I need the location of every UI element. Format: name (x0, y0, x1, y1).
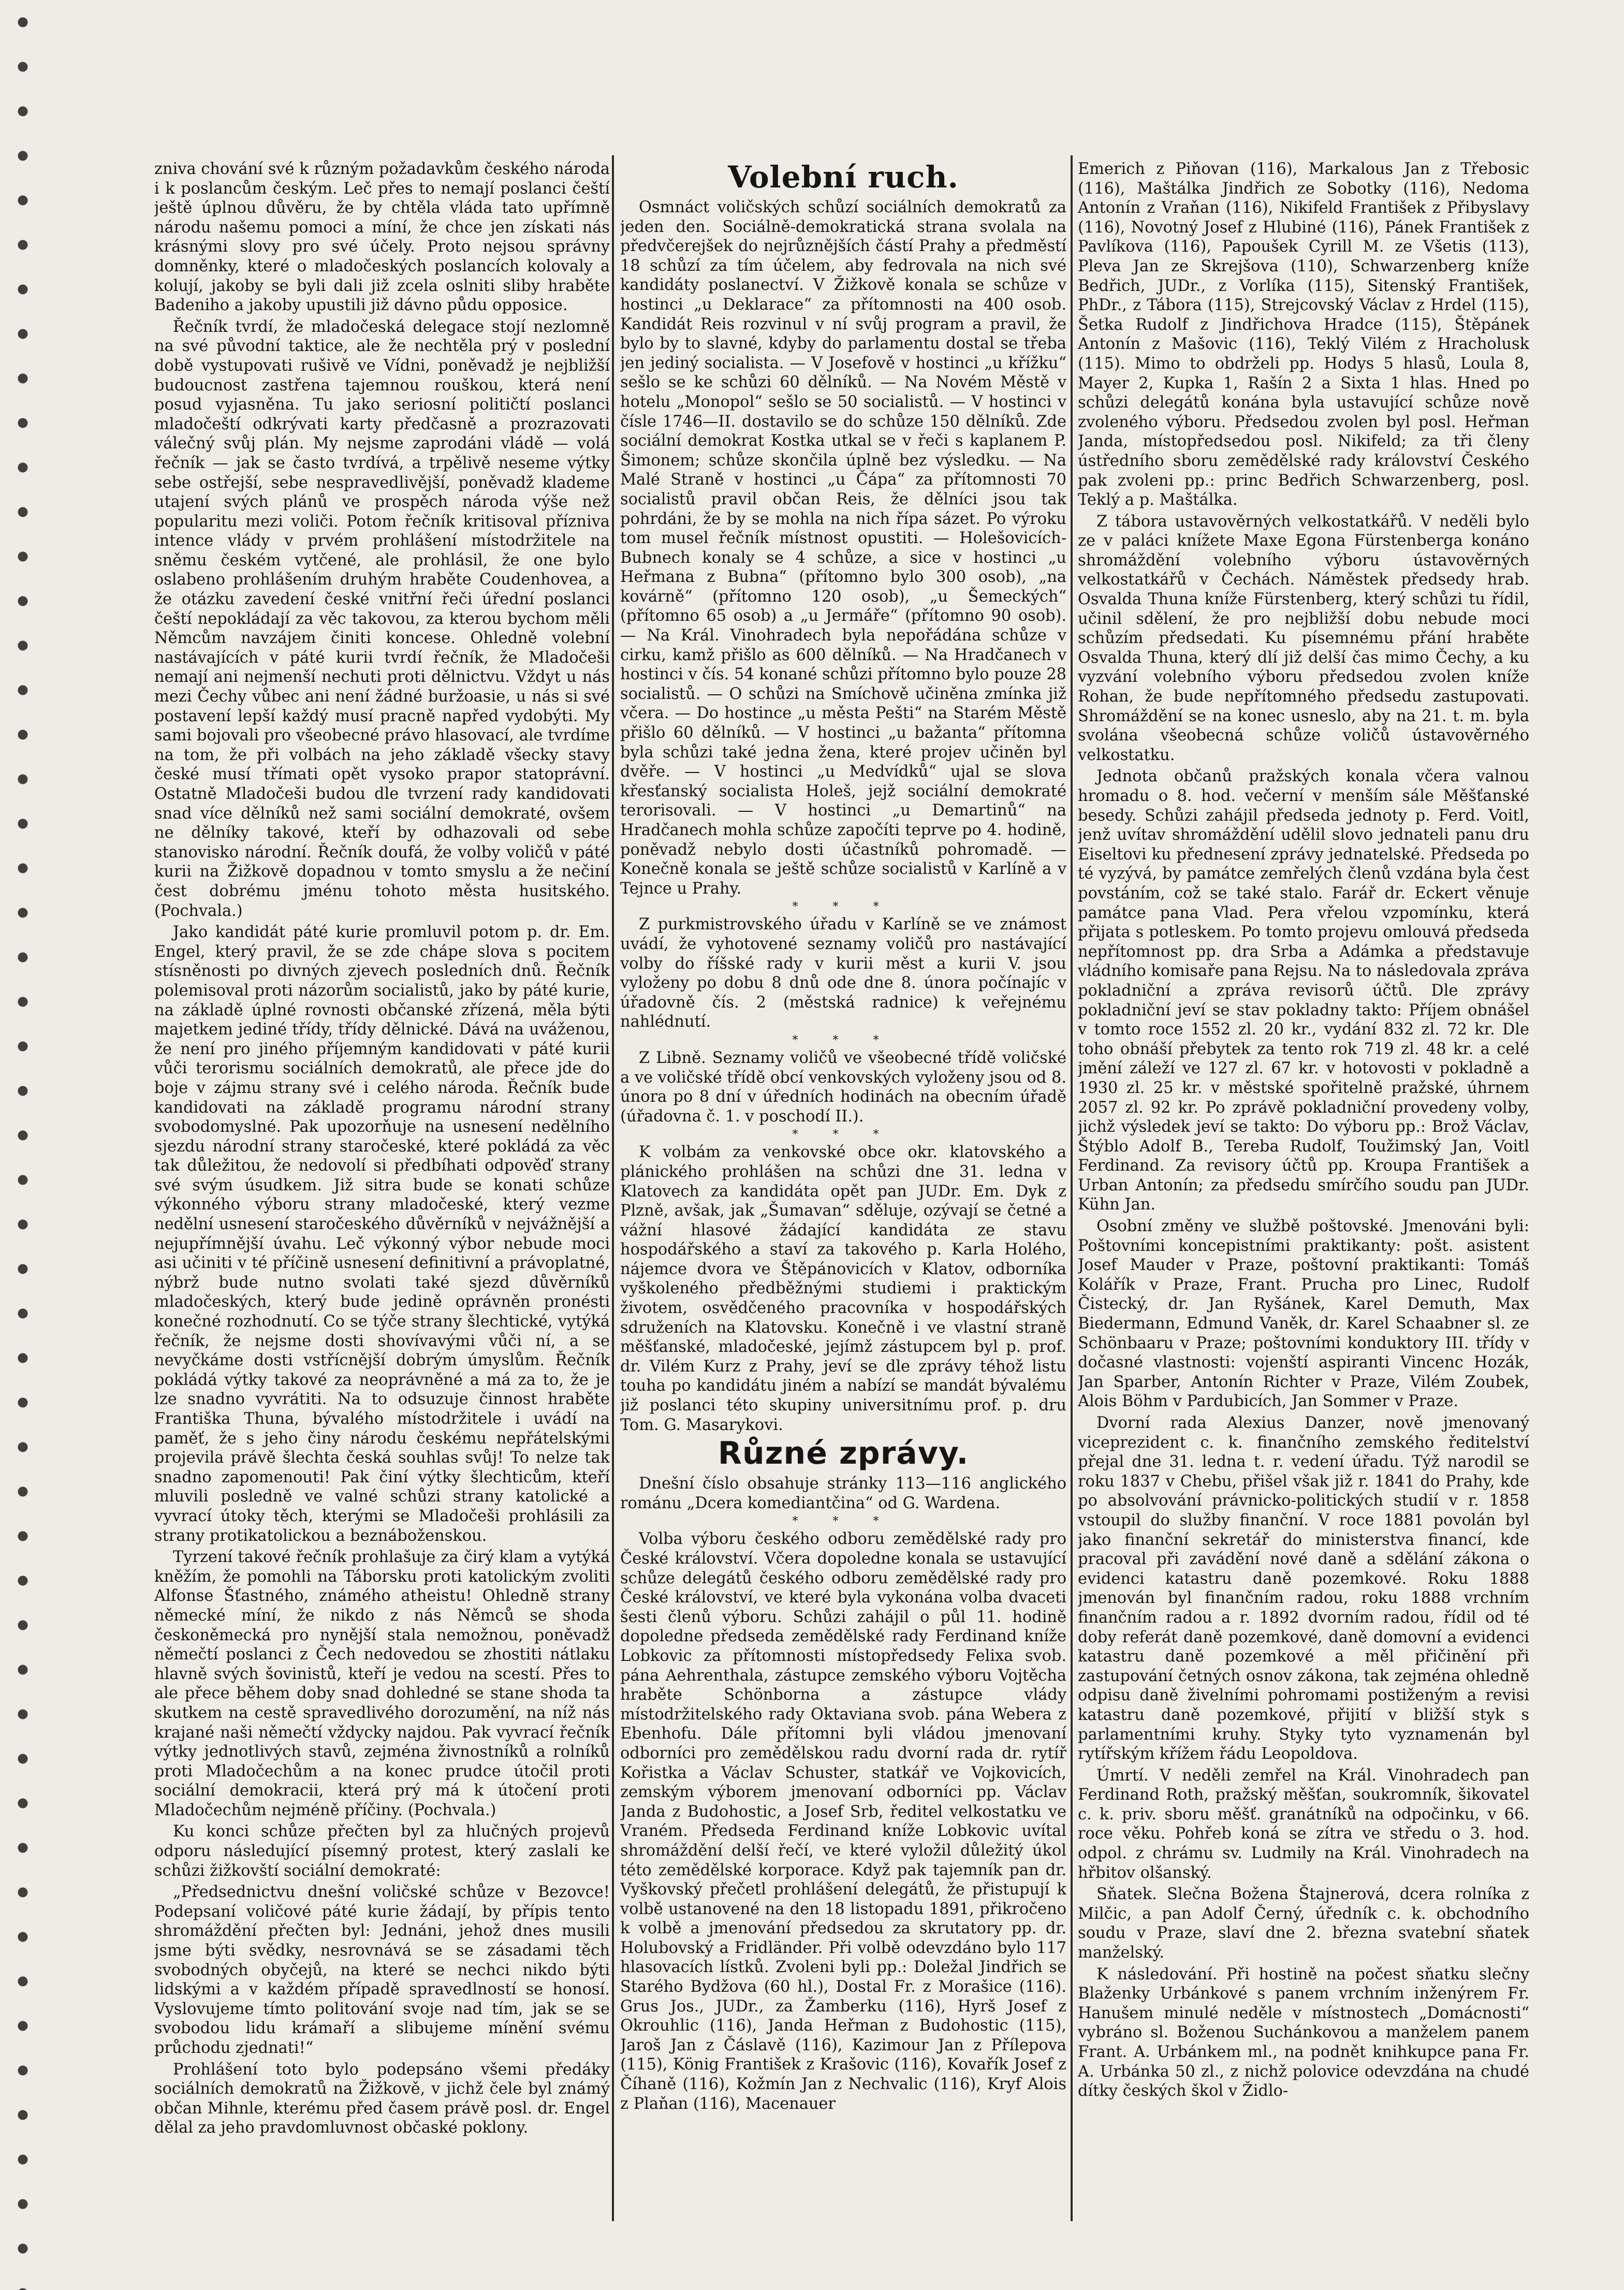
col1-paragraph: Prohlášení toto bylo podepsáno všemi předáky sociálních demokratů na Žižkově, v jichž čele byl známý občan Mihnle, kterému před časem právě posl. dr. Engel dělal za jeho pravdomluvnost občaské poklony. (154, 2060, 610, 2137)
separator-stars: * * * (792, 1033, 895, 1047)
col3-paragraph: K následování. Při hostině na počest sňatku slečny Blaženky Urbánkové s panem vrchním inženýrem Fr. Hanušem minulé neděle v místnostech „Domácnosti“ vybráno sl. Boženou Suchánkovou a manželem panem Frant. A. Urbánkem ml., na podnět knihkupce pana Fr. A. Urbánka 50 zl., z nichž polovice odevzdána na chudé dítky českých škol v Židlo- (1078, 1965, 1529, 2101)
col3-paragraph: Emerich z Piňovan (116), Markalous Jan z Třebosic (116), Maštálka Jindřich ze Sobotky (116), Nedoma Antonín z Vraňan (116), Nikifeld František z Přibyslavy (116), Novotný Josef z Hlubiné (116), Pánek František z Pavlíkova (116), Papoušek Cyrill M. ze Všetis (113), Pleva Jan ze Skrejšova (110), Schwarzenberg kníže Bedřich, JUDr., z Vorlíka (115), Sitenský František, PhDr., z Tábora (115), Strejcovský Václav z Hrdel (115), Šetka Rudolf z Jindřichova Hradce (115), Štěpánek Antonín z Mašovic (116), Teklý Vilém z Hracholusk (115). Mimo to obdrželi pp. Hodys 5 hlasů, Loula 8, Mayer 2, Kupka 1, Rašín 2 a Sixta 1 hlas. Hned po schůzi delegátů konána byla ustavující schůze nově zvoleného výboru. Předsedou zvolen byl posl. Heřman Janda, místopředsedou posl. Nikifeld; za tři členy ústředního sboru zemědělské rady království Českého pak zvoleni pp.: princ Bedřich Schwarzenberg, posl. Teklý a p. Maštálka. (1078, 160, 1529, 509)
column-divider-2 (1071, 155, 1073, 2221)
col2-paragraph: K volbám za venkovské obce okr. klatovského a plánického prohlášen na schůzi dne 31. ledna v Klatovech za kandidáta opět pan JUDr. Em. Dyk z Plzně, avšak, jak „Šumavan“ sděluje, ozývají se četné a vážní hlasové žádající kandidáta ze stavu hospodářského a staví za takového p. Karla Holého, nájemce dvora ve Štěpánovicích v Klatov, odborníka vyškoleného předběžnými studiemi i praktickým životem, osvědčeného pracovníka v hospodářských sdruženích na Klatovsku. Konečně i ve vlastní straně měšťanské, mladočeské, jejímž zástupcem byl p. prof. dr. Vilém Kurz z Prahy, jeví se dle zprávy téhož listu touha po kandidátu jiném a nabízí se mandát bývalému již poslanci této skupiny universitnímu prof. p. dru Tom. G. Masarykovi. (620, 1143, 1066, 1434)
col3-paragraph: Jednota občanů pražských konala včera valnou hromadu o 8. hod. večerní v menším sále Měšťanské besedy. Schůzi zahájil předseda jednoty p. Ferd. Voitl, jenž uvítav shromáždění udělil slovo jednateli panu dru Eiseltovi ku přednesení zprávy jednatelské. Předseda po té vyzývá, by památce zemřelých členů vzdána byla čest povstáním, což se také stalo. Farář dr. Eckert věnuje památce pana Vlad. Pera vřelou vzpomínku, která přijata s potleskem. Po tomto projevu omlouvá předseda nepřítomnost pp. dra Srba a Adámka a představuje vládního komisaře pana Rejsu. Na to následovala zpráva pokladniční a zpráva revisorů účtů. Dle zprávy pokladniční jeví se stav pokladny takto: Příjem obnášel v tomto roce 1552 zl. 20 kr., vydání 832 zl. 72 kr. Dle toho obnáší přebytek za tento rok 719 zl. 48 kr. a celé jmění záleží ve 127 zl. 67 kr. v hotovosti v pokladně a 1930 zl. 25 kr. v městské spořitelně pražské, úhrnem 2057 zl. 92 kr. Po zprávě pokladniční provedeny volby, jichž výsledek jeví se takto: Do výboru pp.: Brož Václav, Štýblo Adolf B., Tereba Rudolf, Toužimský Jan, Voitl Ferdinand. Za revisory účtů pp. Kroupa František a Urban Antonín; za předsedu smírčího soudu pan JUDr. Kühn Jan. (1078, 767, 1529, 1214)
col1-paragraph: Jako kandidát páté kurie promluvil potom p. dr. Em. Engel, který pravil, že se zde chápe slova s pocitem stísněnosti po divných zjevech posledních dnů. Řečník polemisoval proti názorům socialistů, jako by páté kurie, na základě úplné rovnosti občanské zřízená, měla býti majetkem jediné třídy, třídy dělnické. Dává na uváženou, že není pro jiného příjemným kandidovati v páté kurii vůči terorismu sociálních demokratů, ale přece jde do boje v zájmu strany své i celého národa. Řečník bude kandidovati na základě programu národní strany svobodomyslné. Pak upozorňuje na usnesení nedělního sjezdu národní strany staročeské, které pokládá za věc tak důležitou, že nedovolí si předbíhati odpověď strany své svým úsudkem. Již sitra bude se konati schůze výkonného výboru strany mladočeské, který vezme nedělní usnesení staročeského důvěrníků v nejvážnější a nejupřímnější úvahu. Leč výkonný výbor nebude moci asi učiniti v té příčině usnesení definitivní a právoplatné, nýbrž bude nutno svolati také sjezd důvěrníků mladočeských, který bude jedině oprávněn pronésti konečné rozhodnutí. Co se týče strany šlechtické, vytýká řečník, že nejsme dosti shovívavými vůči ní, a se nevyčkáme dosti vstřícnější dobrým úmyslům. Řečník pokládá výtky takové za neoprávněné a má za to, že je lze snadno vyvrátiti. Na to odsuzuje činnost hraběte Františka Thuna, bývalého místodržitele i uvádí na paměť, že s jeho činy národu českému nepřátelskými projevila právě šlechta česká souhlas svůj! To nelze tak snadno zapomenouti! Pak činí výtky šlechticům, kteří mluvili posledně ve valné schůzi strany katolické a vyvrací útoky těch, kterými se Mladočeši prohlásili za strany protikatolickou a beznáboženskou. (154, 923, 610, 1545)
column-1 (154, 159, 610, 2220)
col1-paragraph: Ku konci schůze přečten byl za hlučných projevů odporu následující písemný protest, který zaslali ke schůzi žižkovští sociální demokraté: (154, 1822, 610, 1880)
col1-paragraph: zniva chování své k různým požadavkům českého národa i k poslancům českým. Leč přes to nemají poslanci čeští ještě úplnou důvěru, že by chtěla vláda tato upřímně národu našemu pomoci a míní, že chce jen získati nás krásnými slovy pro své účely. Proto nejsou správny domněnky, které o mladočeských poslancích kolovaly a kolují, jakoby se byli dali již zcela oslniti sliby hraběte Badeniho a jakoby upustili již dávno půdu opposice. (154, 160, 610, 315)
col2-paragraph: Z purkmistrovského úřadu v Karlíně se ve známost uvádí, že vyhotovené seznamy voličů pro nastávající volby do říšské rady v kurii měst a kurii V. jsou vyloženy po dobu 8 dnů ode dne 8. února počínajíc v úřadovně čís. 2 (městská radnice) k veřejnému nahlédnutí. (620, 915, 1066, 1031)
col3-paragraph: Úmrtí. V neděli zemřel na Král. Vinohradech pan Ferdinand Roth, pražský měšťan, soukromník, šikovatel c. k. priv. sboru měšť. granátníků na odpočinku, v 66. roce věku. Pohřeb koná se zítra ve středu o 3. hod. odpol. z chrámu sv. Ludmily na Král. Vinohradech na hřbitov olšanský. (1078, 1766, 1529, 1882)
section-heading-volebni-ruch: Volební ruch. (728, 159, 959, 195)
separator-stars: * * * (792, 1128, 895, 1142)
col3-paragraph: Z tábora ustavověrných velkostatkářů. V neděli bylo ze v paláci knížete Maxe Egona Fürstenberga konáno shromáždění volebního výboru ústavověrných velkostatkářů v Čechách. Náměstek předsedy hrab. Osvalda Thuna kníže Fürstenberg, který schůzi tu řídil, učinil sdělení, že pro nejbližší dobu nebude moci schůzím předsedati. Ku písemnému přání hraběte Osvalda Thuna, který dlí již delší čas mimo Čechy, a ku vyzvání volebního výboru předsedou zvolen kníže Rohan, že bude nepřítomného předsedu zastupovati. Shromáždění se na konec usneslo, aby na 21. t. m. byla svolána všeobecná schůze voličů ústavověrného velkostatku. (1078, 512, 1529, 764)
column-2 (620, 159, 1066, 2220)
col3-paragraph: Dvorní rada Alexius Danzer, nově jmenovaný viceprezident c. k. finančního zemského ředitelství přejal dne 31. ledna t. r. vedení úřadu. Týž narodil se roku 1837 v Chebu, přišel však již r. 1841 do Prahy, kde po absolvování právnicko-politických studií v r. 1858 vstoupil do služby finanční. V roce 1881 povolán byl jako finanční sekretář do ministerstva financí, kde pracoval při zavádění nové daně a sdělání zákona o evidenci katastru daně pozemkové. Roku 1888 jmenován byl finančním radou, roku 1888 vrchním finančním radou a r. 1892 dvorním radou, řídil od té doby referát daně pozemkové, daně domovní a evidenci katastru daně pozemkové a měl přičinění při zastupování četných osnov zákona, tak zejména ohledně odpisu daně živelními pohromami postiženým a revisi katastru daně pozemkové, přijití v bližší styk s parlamentními kruhy. Styky tyto vyznamenán byl rytířským křížem řádu Leopoldova. (1078, 1414, 1529, 1763)
separator-stars: * * * (792, 1515, 895, 1528)
col2-paragraph: Volba výboru českého odboru zemědělské rady pro České království. Včera dopoledne konala se ustavující schůze delegátů českého odboru zemědělské rady pro České království, ve které byla vykonána volba dvaceti šesti členů výboru. Schůzi zahájil o půl 11. hodině dopoledne předseda zemědělské rady Ferdinand kníže Lobkovic za přítomnosti místopředsedy Felixa svob. pána Aehrenthala, zástupce zemského výboru Vojtěcha hraběte Schönborna a zástupce vlády místodržitelského rady Oktaviana svob. pána Webera z Ebenhofu. Dále přítomni byli vládou jmenovaní odborníci pro zemědělskou radu dvorní rada dr. rytíř Kořistka a Václav Schuster, statkář ve Vojkovicích, zemským výborem jmenovaní odborníci pp. Václav Janda z Budohostic, a Josef Srb, ředitel velkostatku ve Vraném. Předseda Ferdinand kníže Lobkovic uvítal shromáždění delší řečí, ve které vyložil důležitý úkol této zemědělské korporace. Když pak tajemník pan dr. Vyškovský přečetl prohlášení delegátů, že přistupují k volbě ustanovené na den 18 listopadu 1891, přikročeno k volbě a jmenování předsedou za skrutatory pp. dr. Holubovský a Fridländer. Při volbě odevzdáno bylo 117 hlasovacích lístků. Zvoleni byli pp.: Doležal Jindřich se Starého Bydžova (60 hl.), Dostal Fr. z Morašice (116). Grus Jos., JUDr., za Žamberku (116), Hyrš Josef z Okrouhlic (116), Janda Heřman z Budohostic (115), Jaroš Jan z Čáslavě (116), Kazimour Jan z Přílepova (115), König František z Krašovic (116), Kovařík Josef z Číhaně (116), Kožmín Jan z Nechvalic (116), Kryf Alois z Plaňan (116), Macenauer (620, 1530, 1066, 2113)
col2-paragraph: Osmnáct voličských schůzí sociálních demokratů za jeden den. Sociálně-demokratická strana svolala na předvčerejšek do nejrůznějších částí Prahy a předměstí 18 schůzí za tím účelem, aby fedrovala na nich své kandidáty poslanectví. V Žižkově konala se schůze v hostinci „u Deklarace“ za přítomnosti na 400 osob. Kandidát Reis rozvinul v ní svůj program a pravil, že bylo by to slavné, kdyby do parlamentu dostal se třeba jen jediný socialista. — V Josefově v hostinci „u křížku“ sešlo se ke schůzi 60 dělníků. — Na Novém Městě v hotelu „Monopol“ sešlo se 50 socialistů. — V hostinci v čísle 1746—II. dostavilo se do schůze 150 dělníků. Zde sociální demokrat Kostka utkal se v řeči s kaplanem P. Šimonem; schůze skončila úplně bez výsledku. — Na Malé Straně v hostinci „u Čápa“ za přítomnosti 70 socialistů pravil občan Reis, že dělníci jsou tak pohrdáni, že by se mohla na nich řípa sázet. Po výroku tom musel řečník místnost opustiti. — Holešovicích-Bubnech konaly se 4 schůze, a sice v hostinci „u Heřmana z Bubna“ (přítomno bylo 300 osob), „na kovárně“ (přítomno 120 osob), „u Šemeckých“ (přítomno 65 osob) a „u Jermáře“ (přítomno 90 osob). — Na Král. Vinohradech byla nepořádána schůze v cirku, kamž přišlo as 600 dělníků. — Na Hradčanech v hostinci v čís. 54 konané schůzi přítomno bylo pouze 28 socialistů. — O schůzi na Smíchově učiněna zmínka již včera. — Do hostince „u města Pešti“ na Starém Městě přišlo 60 dělníků. — V hostinci „u bažanta“ přítomna byla schůzi také jedna žena, které projev učiněn byl dvěře. — V hostinci „u Medvídků“ ujal se slova křesťanský socialista Holeš, jejž sociální demokraté terorisovali. — V hostinci „u Demartinů“ na Hradčanech mohla schůze započíti teprve po 4. hodině, poněvadž nebylo dosti účastníků pohromadě. — Konečně konala se ještě schůze socialistů v Karlíně a v Tejnce u Prahy. (620, 198, 1066, 898)
col3-paragraph: Osobní změny ve službě poštovské. Jmenováni byli: Poštovními koncepistními praktikanty: pošt. asistent Josef Mauder v Praze, poštovní praktikanti: Tomáš Kolářík v Praze, Frant. Prucha pro Linec, Rudolf Čistecký, dr. Jan Ryšánek, Karel Demuth, Max Biedermann, Edmund Vaněk, dr. Karel Schaabner sl. ze Schönbaaru v Praze; poštovními konduktory III. třídy v dočasné vlastnosti: vojenští aspiranti Vincenc Hozák, Jan Sparber, Antonín Richter v Praze, Vilém Zoubek, Alois Böhm v Pardubicích, Jan Sommer v Praze. (1078, 1217, 1529, 1411)
col3-paragraph: Sňatek. Slečna Božena Štajnerová, dcera rolníka z Milčic, a pan Adolf Černý, úředník c. k. obchodního soudu v Praze, slaví dne 2. března svatební sňatek manželský. (1078, 1885, 1529, 1962)
section-heading-ruzne-zpravy: Různé zprávy. (718, 1435, 969, 1472)
separator-stars: * * * (792, 900, 895, 914)
col1-paragraph: „Předsednictvu dnešní voličské schůze v Bezovce! Podepsaní voličové páté kurie žádají, by přípis tento shromáždění přečten byl: Jednáni, jehož dnes musili jsme býti svědky, nesrovnává se se zásadami těch svobodných obyčejů, na které se nechci nikdo býti lidskými a v každém případě spravedlností se honosí. Vyslovujeme tímto politování svoje nad tím, jak se se svobodou lidu krámaří a slibujeme mínění svému průchodu zjednati!“ (154, 1883, 610, 2057)
col1-paragraph: Řečník tvrdí, že mladočeská delegace stojí nezlomně na své původní taktice, ale že nechtěla prý v poslední době vystupovati rušivě ve Vídni, poněvadž je nejbližší budoucnost zastřena tajemnou rouškou, která není posud vyjasněna. Tu jako seriosní političtí poslanci mladočeští odkrývati karty předčasně a prozrazovati válečný svůj plán. My nejsme zaprodáni vládě — volá řečník — jak se často tvrdívá, a trpělivě neseme výtky sebe ostřejší, sebe nespravedlivější, poněvadž klademe utajení svých plánů ve prospěch národa výše než popularitu mezi voliči. Potom řečník kritisoval přízniva intence vlády v prvém prohlášení místodržitele na sněmu českém vytčené, ale prohlásil, že one bylo oslabeno prohlášením druhým hraběte Coudenhovea, a že otázku zavedení české vnitřní řeči úřední poslanci čeští nepokládají za věc takovou, za kterou bychom měli Němcům navzájem činiti koncese. Ohledně volební nastávajících v páté kurii tvrdí řečník, že Mladočeši nemají ani nejmenší nechuti proti dělnictvu. Vždyt u nás mezi Čechy vůbec ani není žádné buržoasie, u nás si své postavení lepší každý musí pracně napřed vydobýti. My sami bojovali pro všeobecné právo hlasovací, ale tvrdíme na tom, že při volbách na jeho základě všecky stavy české musí třímati opět vysoko prapor statoprávní. Ostatně Mladočeši budou dle tvrzení rady kandidovati snad více dělníků než sami sociální demokraté, ovšem ne dělníky takové, kteří by odhazovali od sebe stanovisko národní. Řečník doufá, že volby voličů v páté kurii na Žižkově dopadnou v tomto smyslu a že nečiní čest dobrému jménu tohoto města husitského. (Pochvala.) (154, 317, 610, 920)
col1-paragraph: Tyrzení takové řečník prohlašuje za čirý klam a vytýká kněžím, že pomohli na Táborsku proti katolickým zvoliti Alfonse Šťastného, známého atheistu! Ohledně strany německé míní, že nikdo z nás Němců se shoda českoněmecká pro nynější stala nemožnou, poněvadž němečtí poslanci z Čech nedovedou se zhostiti nátlaku hlavně svých šovinistů, kteří je vedou na scestí. Přes to ale přece během doby snad dohledné se stane shoda ta skutkem na cestě spravedlivého dorozumění, na níž nás krajané naši němečtí vždycky najdou. Pak vyvrací řečník výtky jednotlivých stavů, zejména živnostníků a rolníků proti Mladočechům a na konec prudce útočil proti sociální demokracii, která prý má k útočení proti Mladočechům nejméně příčiny. (Pochvala.) (154, 1548, 610, 1819)
col2-paragraph: Z Libně. Seznamy voličů ve všeobecné třídě voličské a ve voličské třídě obcí venkovských vyloženy jsou od 8. února po 8 dní v úředních hodinách na obecním úřadě (úřadovna č. 1. v poschodí II.). (620, 1048, 1066, 1126)
column-divider-1 (612, 155, 614, 2221)
column-3 (1078, 159, 1529, 2220)
col2-paragraph: Dnešní číslo obsahuje stránky 113—116 anglického románu „Dcera komediantčina“ od G. Wardena. (620, 1475, 1066, 1512)
binding-holes (12, 0, 33, 2290)
